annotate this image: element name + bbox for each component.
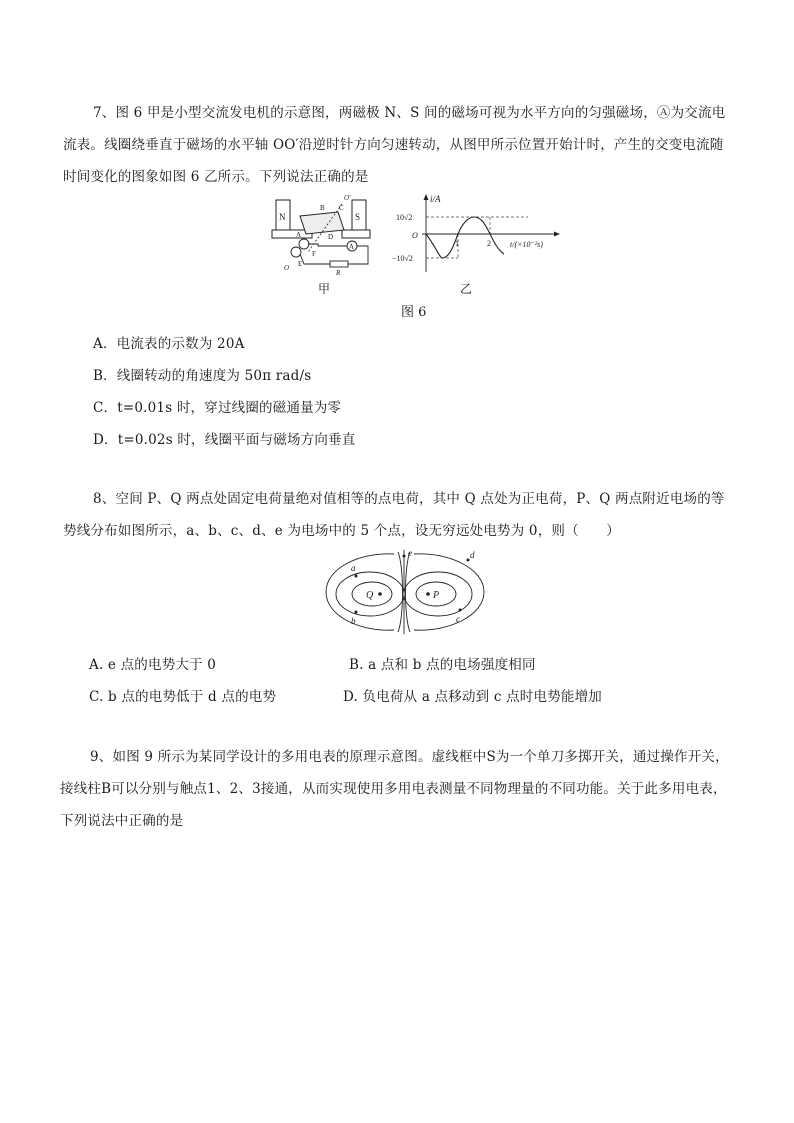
q8-stem-line-1: 8、空间 P、Q 两点处固定电荷量绝对值相等的点电荷，其中 Q 点处为正电荷，P、Q 两点附近电场的等 [93,491,725,507]
label-R: R [336,269,341,276]
label-D: D [328,233,334,241]
q7-stem-line-2: 流表。线圈绕垂直于磁场的水平轴 OO′沿逆时针方向匀速转动，从图甲所示位置开始计时，产生的交变电流随 [63,137,724,153]
label-O-prime: O′ [344,194,351,202]
graph-xlabel: t/(×10⁻²s) [510,240,543,249]
slip-ring-1 [299,239,309,249]
slip-ring-2 [291,247,301,257]
q9-stem-line-2: 接线柱B可以分别与触点1、2、3接通，从而实现使用多用电表测量不同物理量的不同功能。关于此多用电表， [60,781,727,797]
equipotential-diagram [320,546,490,636]
ammeter-label: A [349,243,355,251]
label-Q: Q [366,590,374,601]
q7-stem-line-3: 时间变化的图象如图 6 乙所示。下列说法正确的是 [63,169,369,185]
label-P: P [433,590,440,601]
q8-option-b[interactable]: B. a 点和 b 点的电场强度相同 [349,657,536,673]
q9-stem-line-1: 9、如图 9 所示为某同学设计的多用电表的原理示意图。虚线框中S为一个单刀多掷开关，通过操作开关， [90,749,729,765]
graph-ylabel: i/A [430,194,441,204]
label-S: S [355,212,361,222]
q7-stem-line-1: 7、图 6 甲是小型交流发电机的示意图，两磁极 N、S 间的磁场可视为水平方向的匀强磁场，Ⓐ为交流电 [93,105,726,121]
charge-P [426,592,430,596]
label-c: c [456,614,460,624]
resistor-R [330,261,348,267]
label-A: A [296,231,302,239]
label-a: a [351,563,356,573]
q8-option-a[interactable]: A. e 点的电势大于 0 [89,657,217,673]
label-F: F [312,250,316,258]
graph-xtick-1: 1 [455,239,459,248]
graph-origin: O [412,231,418,240]
q9-stem-line-3: 下列说法中正确的是 [60,813,184,829]
label-C: C [339,204,344,212]
figure-6-caption: 图 6 [401,305,427,320]
figure-label-jia: 甲 [318,282,331,296]
graph-ytick-top: 10√2 [396,213,413,222]
q7-option-a[interactable]: A．电流表的示数为 20A [93,336,245,352]
label-E: E [298,260,303,268]
figure-label-yi: 乙 [460,282,473,296]
q8-option-c[interactable]: C. b 点的电势低于 d 点的电势 [89,689,277,705]
label-N: N [279,212,286,222]
q7-option-d[interactable]: D．t=0.02s 时，线圈平面与磁场方向垂直 [93,432,356,448]
charge-Q [378,592,382,596]
generator-diagram [268,190,380,276]
label-d: d [470,550,475,560]
graph-xtick-2: 2 [487,239,491,248]
q8-stem-line-2: 势线分布如图所示，a、b、c、d、e 为电场中的 5 个点，设无穷远处电势为 0，则（ ） [63,523,620,539]
label-e: e [408,548,412,558]
label-B: B [320,204,325,212]
q7-option-c[interactable]: C．t=0.01s 时，穿过线圈的磁通量为零 [93,400,342,416]
label-b: b [351,616,356,626]
current-time-graph [392,192,562,278]
magnet-base-right [342,230,370,238]
label-O: O [284,264,290,272]
q8-option-d[interactable]: D. 负电荷从 a 点移动到 c 点时电势能增加 [343,689,602,705]
coil [300,212,344,234]
graph-ytick-bottom: −10√2 [392,254,413,263]
q7-option-b[interactable]: B．线圈转动的角速度为 50π rad/s [93,368,312,384]
